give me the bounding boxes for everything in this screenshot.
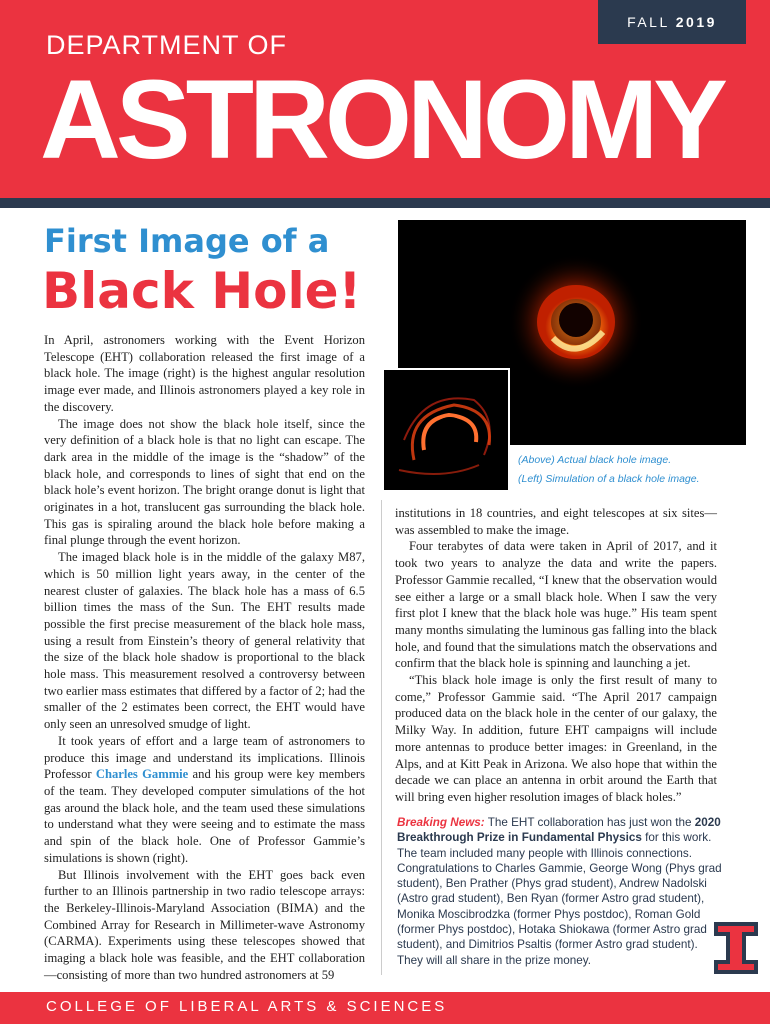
article-paragraph: The imaged black hole is in the middle of the galaxy M87, which is 50 million light years away, in the center of the nearest cluster of galaxies. The black hole has a mass of 6.5 billion times the mass of the Sun. The EHT results made possible the first precise measurement of the black hole mass, using a result from Einstein’s theory of general relativity that the size of the black hole shadow is proportional to the black hole mass. This measurement resolved a controversy between two earlier mass estimates that differed by a factor of 2; had the smaller of the 2 estimates been correct, the EHT would have only seen an unresolved smudge of light. [44,550,365,732]
breaking-news-text: for this work. The team included many people with Illinois connections. Congratulations to Charles Gammie, George Wong (Phys grad student), Ben Prather (Phys grad student), Andrew Nadolski (Astro grad student), Ben Ryan (former Astro grad student), Monika Moscibrodzka (former Phys postdoc), Roman Gold (former Phys postdoc), Hotaka Shiokawa (former Astro grad student), and Dimitrios Psaltis (former Astro grad student). They will all share in the prize money. [397,831,722,967]
year-label: 2019 [675,14,717,30]
college-name: COLLEGE OF LIBERAL ARTS & SCIENCES [46,998,448,1015]
paragraph-text: It took years of effort and a large team of astronomers to produce this image and understand its implications. Illinois Professor [44,733,365,782]
issue-season-tab [598,0,746,44]
article-paragraph: “This black hole image is only the first result of many to come,” Professor Gammie said. “The April 2017 campaign produced data on the black hole in the center of our galaxy, the Milky Way. In addition, future EHT campaigns will include more antennas to produce better images: in Greenland, in the Alps, and at Kitt Peak in Arizona. We also hope that within the decade we can place an antenna in orbit around the Earth that will bring even higher resolution images of black holes.” [395,673,717,804]
caption-above: (Above) Actual black hole image. [518,454,672,466]
article-paragraph: In April, astronomers working with the Event Horizon Telescope (EHT) collaboration released the first image of a black hole. The image (right) is the highest angular resolution image ever made, and Illinois astronomers played a key role in the discovery. [44,333,365,414]
department-prefix: DEPARTMENT OF [46,30,288,60]
block-i-logo-svg [712,920,760,976]
article-paragraph: But Illinois involvement with the EHT goes back even further to an Illinois partnership in two radio telescope arrays: the Berkeley-Illinois-Maryland Association (BIMA) and the Combined Array for Research in Millimeter-wave Astronomy (CARMA). Experiments using these telescopes showed that imaging a black hole was feasible, and the EHT collaboration—consisting of more than two hundred astronomers at 59 [44,867,365,982]
article-paragraph: Four terabytes of data were taken in April of 2017, and it took two years to analyze the data and write the papers. Professor Gammie recalled, “I knew that the observation would see either a large or a small black hole. When I saw the very first plot I knew that the black hole was huge.” His team spent many months simulating the luminous gas falling into the black hole, and found that the simulations match the observations and confirm that the black hole is spinning and launching a jet. [395,539,717,671]
headline-line-1: First Image of a [44,222,330,260]
breaking-news-text: The EHT collaboration has just won the [484,816,695,829]
article-paragraph: The image does not show the black hole itself, since the very definition of a black hole is that no light can escape. The dark area in the middle of the image is the “shadow” of the black hole, and corresponds to lines of sight that end on the black hole’s event horizon. The bright orange donut is light that originates in a hot, translucent gas surrounding the black hole. This gas is spiraling around the black hole before making a final plunge through the event horizon. [44,416,365,548]
caption-left: (Left) Simulation of a black hole image. [518,473,700,485]
article-left-column [44,332,365,983]
breakthrough-prize-name: 2020 Breakthrough Prize in Fundamental Physics [397,816,721,845]
header-divider-bar [0,198,770,208]
article-paragraph: institutions in 18 countries, and eight telescopes at six sites—was assembled to make the image. [395,506,717,537]
simulation-image-svg [384,370,508,490]
charles-gammie-link[interactable]: Charles Gammie [95,767,189,782]
headline-line-2: Black Hole! [42,262,362,320]
breaking-news-box [397,815,722,968]
column-divider [381,500,382,975]
black-hole-simulation-photo [382,368,510,492]
article-right-column [395,505,717,806]
season-label: FALL [627,14,670,30]
paragraph-text: and his group were key members of the team. They developed computer simulations of the hot gas around the black hole, and the team used these simulations to understand what they were seeing and to estimate the mass and spin of the black hole. One of Professor Gammie’s simulations is shown (right). [44,767,365,865]
article-paragraph [44,733,365,867]
department-name: ASTRONOMY [40,57,723,182]
breaking-news-label: Breaking News: [397,816,485,829]
block-i-logo-icon [712,920,760,976]
